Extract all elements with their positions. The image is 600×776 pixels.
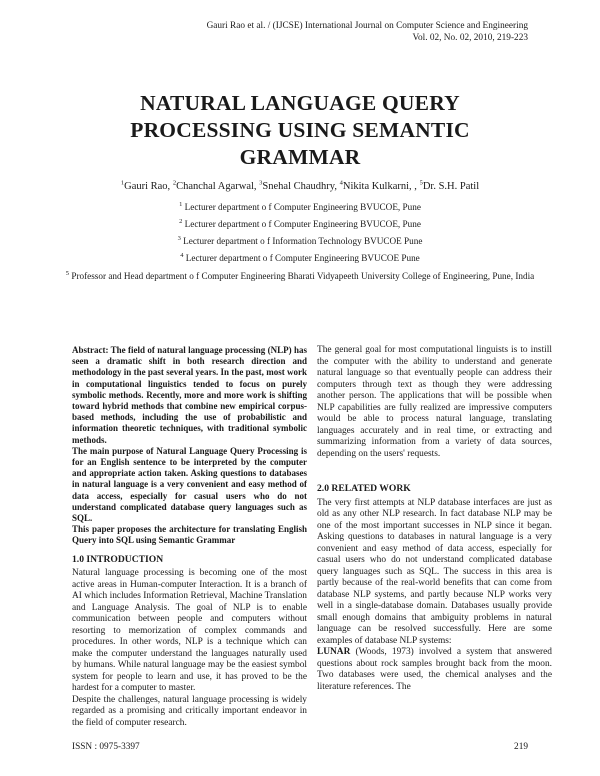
author-name: Chanchal Agarwal, [176,181,260,192]
affiliation-sup: 5 [65,269,70,277]
header-volume-line: Vol. 02, No. 02, 2010, 219-223 [412,33,528,43]
section-heading-introduction: 1.0 INTRODUCTION [72,553,164,565]
title-line-1: NATURAL LANGUAGE QUERY [140,91,460,115]
body-paragraph: The very first attempts at NLP database interfaces are just as old as any other NLP research. In fact database NLP may be one of the most important successes in NLP since it began. Asking questions to databases in natural language is a very convenient and easy method of data access, especially for casual users who do not understand complicated database query languages such as SQL. The success in this area is partly because of the real-world benefits that can come from database NLP systems, and partly because NLP works very well in a single-database domain. Databases usually provide small enough domains that ambiguity problems in natural language can be resolved successfully. Here are some examples of database NLP systems: [317,497,552,646]
lunar-text: (Woods, 1973) involved a system that answered questions about rock samples brought back from the moon. Two databases were used, the chemical analyses and the literature references. The [317,647,552,692]
affiliation-text: Lecturer department o f Computer Engineering BVUCOE, Pune [184,219,421,229]
body-paragraph: Despite the challenges, natural language processing is widely regarded as a promising and critically important endeavor in the field of computer research. [72,694,307,728]
affiliation-text: Lecturer department o f Information Technology BVUCOE Pune [183,236,423,246]
author-sup: 3 [259,179,263,187]
header-journal-line: Gauri Rao et al. / (IJCSE) International Journal on Computer Science and Engineering [206,21,528,31]
title-line-3: GRAMMAR [239,145,361,169]
affiliation-sup: 1 [179,200,183,208]
right-column [317,345,552,693]
author-name: Dr. S.H. Patil [422,181,480,192]
section-heading-related-work: 2.0 RELATED WORK [317,483,411,494]
body-paragraph: Natural language processing is becoming one of the most active areas in Human-computer Interaction. It is a branch of AI which includes Information Retrieval, Machine Translation and Language Analysis. The goal of NLP is to enable communication between people and computers without resorting to memorization of complex commands and procedures. In other words, NLP is a technique which can make the computer understand the languages naturally used by humans. While natural language may be the easiest symbol system for people to learn and use, it has proved to be the hardest for a computer to master. [72,568,307,694]
author-list [40,180,560,194]
running-header [207,20,528,44]
abstract-paragraph: Abstract: The field of natural language processing (NLP) has seen a dramatic shift in both research direction and methodology in the past several years. In the past, most work in computational linguistics tended to focus on purely symbolic methods. Recently, more and more work is shifting toward hybrid methods that combine new empirical corpus-based methods, including the use of probabilistic and information theoretic techniques, with traditional symbolic methods. [72,345,307,445]
title-line-2: PROCESSING USING SEMANTIC [130,118,470,142]
lunar-label: LUNAR [317,647,351,657]
author-name: Nikita Kulkarni, , [342,181,420,192]
author-sup: 4 [339,179,343,187]
author-sup: 5 [419,179,423,187]
affiliation [40,233,560,250]
affiliation-text: Lecturer department o f Computer Engineering BVUCOE, Pune [184,202,421,212]
column-spacer [317,460,552,476]
left-column [72,345,307,729]
affiliation [65,270,535,282]
body-paragraph: The general goal for most computational linguists is to instill the computer with the ability to understand and generate natural language so that eventually people can address their computers through text as though they were addressing another person. The applications that will be possible when NLP capabilities are fully realized are impressive computers would be able to process natural language, translating languages accurately and in real time, or extracting and summarizing information from a variety of data sources, depending on the users' requests. [317,345,552,459]
abstract-paragraph-3: This paper proposes the architecture for translating English Query into SQL using Semantic Grammar [72,524,307,546]
footer-page-number: 219 [514,742,528,752]
author-sup: 1 [120,179,125,187]
affiliation-list [40,199,560,282]
footer-issn: ISSN : 0975-3397 [72,742,140,752]
abstract-paragraph-2: The main purpose of Natural Language Query Processing is for an English sentence to be interpreted by the computer and appropriate action taken. Asking questions to databases in natural language is a very convenient and easy method of data access, especially for casual users who do not understand complicated database query languages such as SQL. [72,445,307,524]
affiliation-text: Lecturer department o f Computer Engineering BVUCOE Pune [185,253,420,263]
affiliation-sup: 3 [177,234,181,242]
affiliation-sup: 4 [180,251,184,259]
affiliation [40,216,560,233]
body-paragraph [317,647,552,693]
affiliation [40,250,560,267]
author-sup: 2 [172,179,177,187]
author-name: Gauri Rao, [124,181,173,192]
author-name: Snehal Chaudhry, [262,181,340,192]
affiliation-sup: 2 [179,217,183,225]
paper-title [60,90,540,171]
affiliation-text: Professor and Head department o f Computer Engineering Bharati Vidyapeeth University College of Engineering, Pune, India [71,271,535,281]
affiliation [40,199,560,216]
